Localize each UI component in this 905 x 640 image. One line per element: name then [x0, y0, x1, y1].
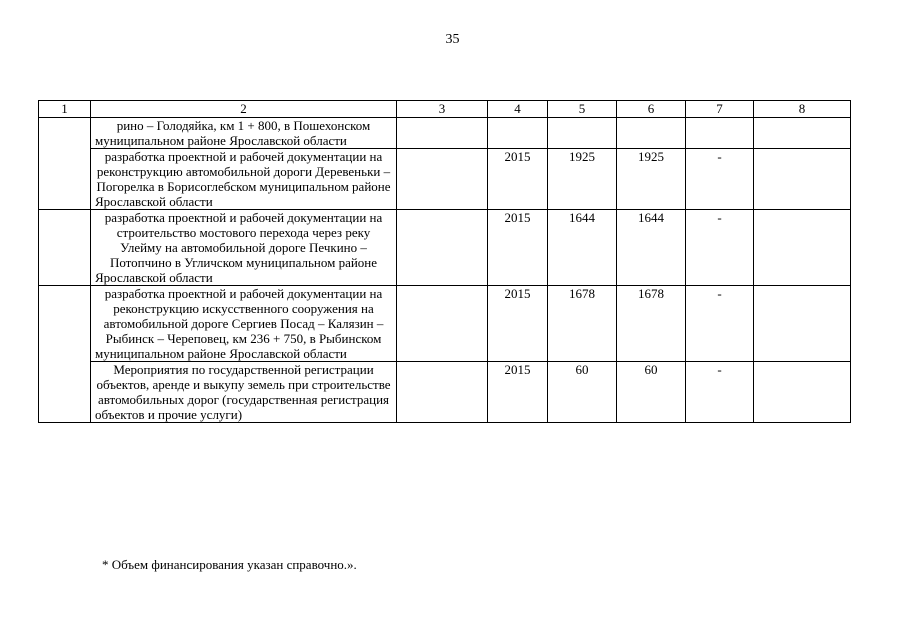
header-row	[39, 101, 851, 118]
cell-col8	[754, 210, 851, 286]
cell-num	[39, 362, 91, 423]
cell-col8	[754, 118, 851, 149]
cell-col5: 60	[548, 362, 617, 423]
cell-col7	[686, 118, 754, 149]
cell-description: Мероприятия по государственной регистрации объектов, аренде и выкупу земель при строительстве автомобильных дорог (государственная регистрация объектов и прочие услуги)	[91, 362, 397, 423]
table-row	[39, 210, 851, 286]
cell-col6: 1678	[617, 286, 686, 362]
header-cell-5: 5	[548, 101, 617, 118]
cell-num	[39, 210, 91, 286]
header-cell-1: 1	[39, 101, 91, 118]
cell-col3	[397, 149, 488, 210]
cell-year	[488, 118, 548, 149]
financing-table	[38, 100, 851, 423]
cell-description: рино – Голодяйка, км 1 + 800, в Пошехонском муниципальном районе Ярославской области	[91, 118, 397, 149]
table-row	[39, 149, 851, 210]
cell-description: разработка проектной и рабочей документации на реконструкцию искусственного сооружения на автомобильной дороге Сергиев Посад – Калязин – Рыбинск – Череповец, км 236 + 750, в Рыбинском муниципальном районе Ярославской области	[91, 286, 397, 362]
cell-col7: -	[686, 286, 754, 362]
table-row	[39, 118, 851, 149]
cell-col5: 1678	[548, 286, 617, 362]
cell-col8	[754, 286, 851, 362]
cell-year: 2015	[488, 210, 548, 286]
cell-num	[39, 149, 91, 210]
cell-col6: 1925	[617, 149, 686, 210]
footnote: * Объем финансирования указан справочно.».	[102, 557, 357, 572]
page-number: 35	[445, 32, 460, 47]
cell-year: 2015	[488, 286, 548, 362]
cell-col5: 1925	[548, 149, 617, 210]
cell-description: разработка проектной и рабочей документации на реконструкцию автомобильной дороги Деревеньки – Погорелка в Борисоглебском муниципальном районе Ярославской области	[91, 149, 397, 210]
cell-num	[39, 286, 91, 362]
cell-year: 2015	[488, 362, 548, 423]
header-cell-8: 8	[754, 101, 851, 118]
cell-col3	[397, 210, 488, 286]
header-cell-4: 4	[488, 101, 548, 118]
header-cell-3: 3	[397, 101, 488, 118]
cell-col8	[754, 149, 851, 210]
cell-col3	[397, 362, 488, 423]
header-cell-2: 2	[91, 101, 397, 118]
header-cell-6: 6	[617, 101, 686, 118]
cell-col6: 60	[617, 362, 686, 423]
cell-col5: 1644	[548, 210, 617, 286]
cell-col5	[548, 118, 617, 149]
header-cell-7: 7	[686, 101, 754, 118]
table-row	[39, 362, 851, 423]
cell-description: разработка проектной и рабочей документации на строительство мостового перехода через реку Улейму на автомобильной дороге Печкино – Потопчино в Угличском муниципальном районе Ярославской области	[91, 210, 397, 286]
cell-col3	[397, 286, 488, 362]
cell-col6: 1644	[617, 210, 686, 286]
cell-col7: -	[686, 149, 754, 210]
cell-col3	[397, 118, 488, 149]
cell-col7: -	[686, 362, 754, 423]
cell-col7: -	[686, 210, 754, 286]
cell-col6	[617, 118, 686, 149]
cell-num	[39, 118, 91, 149]
table-row	[39, 286, 851, 362]
cell-col8	[754, 362, 851, 423]
cell-year: 2015	[488, 149, 548, 210]
